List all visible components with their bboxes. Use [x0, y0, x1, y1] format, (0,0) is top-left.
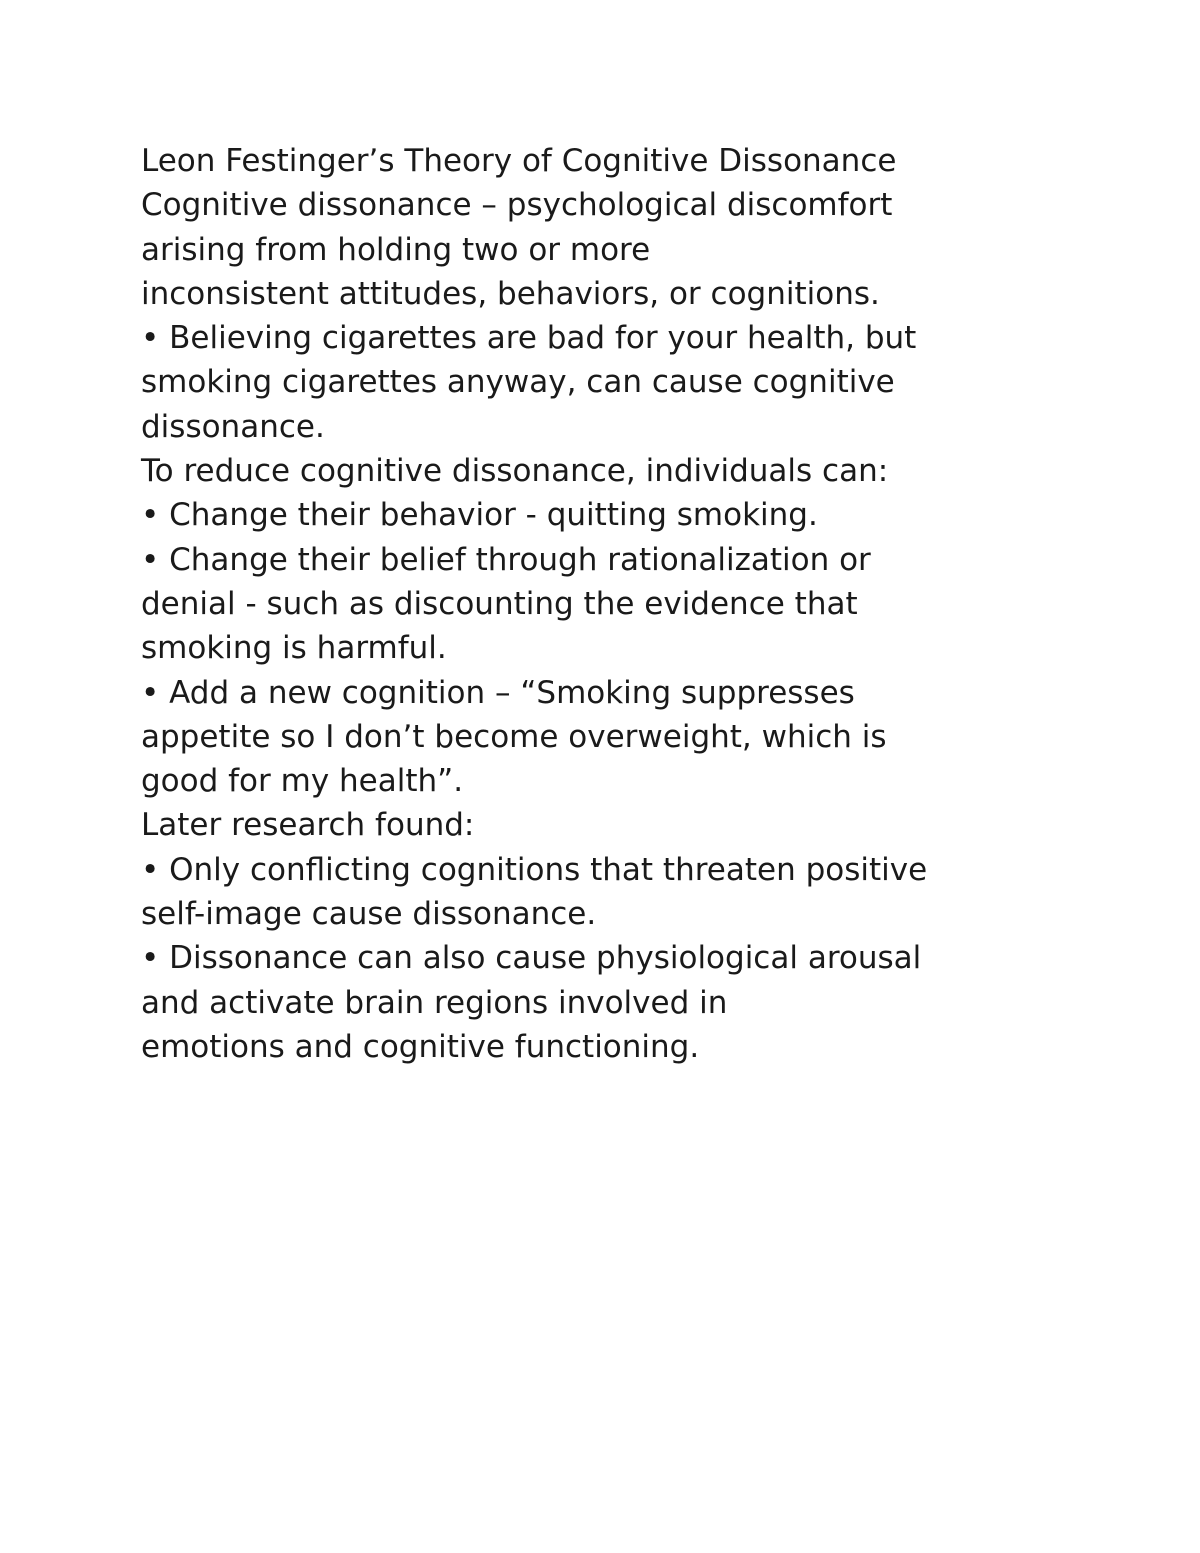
text-line: dissonance.	[141, 408, 325, 445]
bullet-line: • Change their belief through rationalization or	[141, 541, 871, 578]
text-line: To reduce cognitive dissonance, individuals can:	[141, 453, 889, 490]
text-line: and activate brain regions involved in	[141, 984, 728, 1021]
text-line: smoking is harmful.	[141, 630, 447, 667]
text-line: arising from holding two or more	[141, 231, 651, 268]
text-line: smoking cigarettes anyway, can cause cognitive	[141, 364, 895, 401]
bullet-line: • Change their behavior - quitting smoking.	[141, 497, 818, 534]
bullet-line: • Add a new cognition – “Smoking suppresses	[141, 674, 855, 711]
text-line: appetite so I don’t become overweight, which is	[141, 718, 887, 755]
text-line: self-image cause dissonance.	[141, 896, 597, 933]
document-title: Leon Festinger’s Theory of Cognitive Dissonance	[141, 143, 897, 179]
text-line: Cognitive dissonance – psychological discomfort	[141, 187, 893, 224]
document-body	[141, 139, 1101, 1069]
bullet-line: • Dissonance can also cause physiological arousal	[141, 940, 922, 977]
text-line: Later research found:	[141, 807, 475, 844]
text-line: inconsistent attitudes, behaviors, or cognitions.	[141, 275, 880, 312]
bullet-line: • Believing cigarettes are bad for your health, but	[141, 320, 917, 357]
text-line: emotions and cognitive functioning.	[141, 1028, 700, 1065]
text-line: good for my health”.	[141, 763, 464, 800]
bullet-line: • Only conflicting cognitions that threaten positive	[141, 851, 928, 888]
text-line: denial - such as discounting the evidence that	[141, 585, 858, 622]
